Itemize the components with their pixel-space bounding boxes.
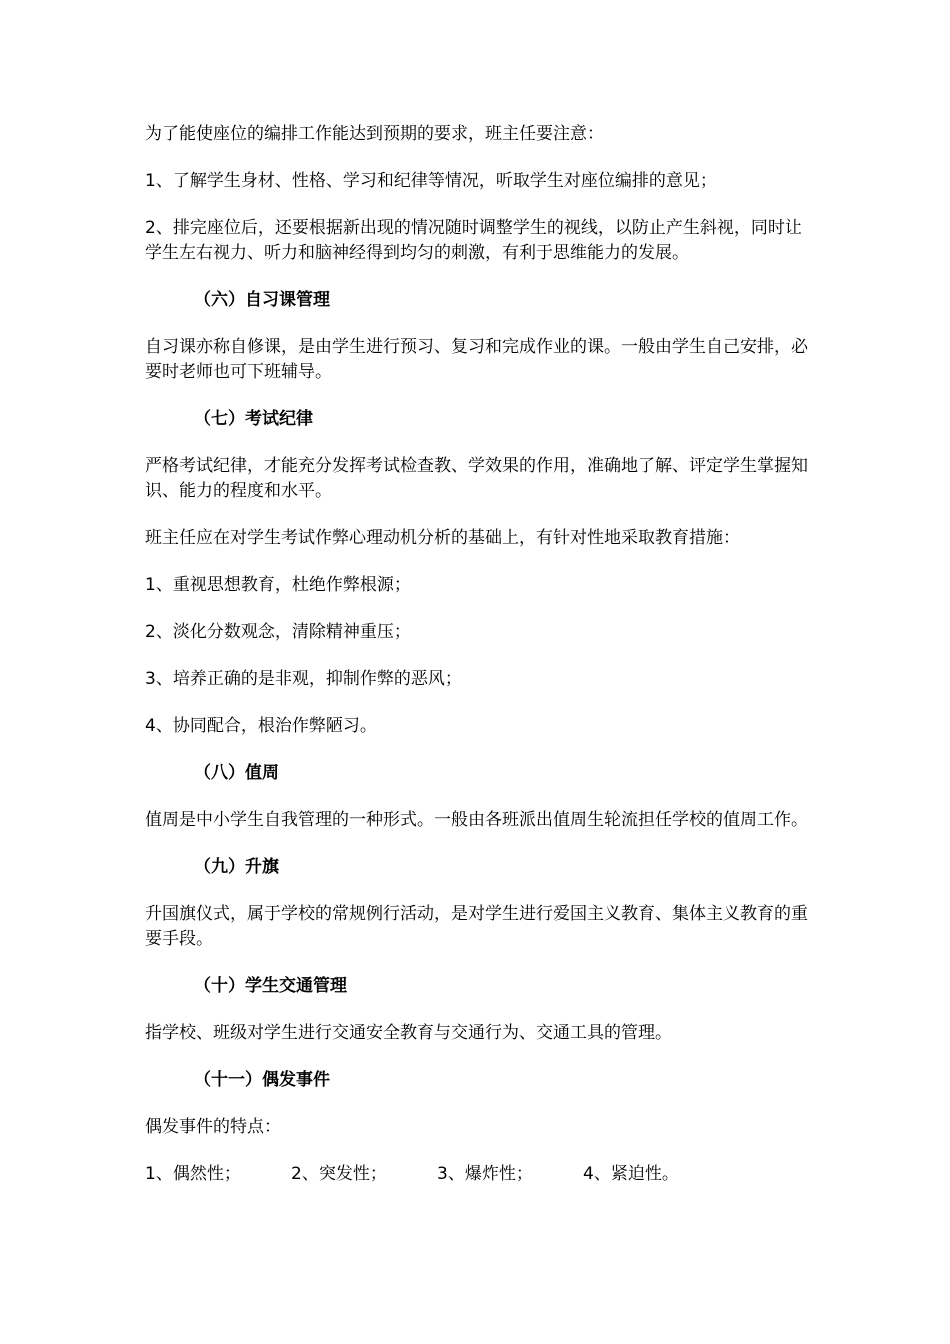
incident-traits-row [145, 1162, 815, 1187]
trait-item: 4、紧迫性。 [583, 1164, 679, 1184]
trait-item: 2、突发性； [291, 1164, 387, 1184]
section-heading-11: （十一）偶发事件 [194, 1070, 330, 1090]
section-heading-8: （八）值周 [194, 763, 279, 783]
trait-item: 3、爆炸性； [437, 1164, 533, 1184]
section-heading-6: （六）自习课管理 [194, 290, 330, 310]
section-paragraph-7b: 班主任应在对学生考试作弊心理动机分析的基础上，有针对性地采取教育措施： [145, 528, 740, 548]
section-heading-7: （七）考试纪律 [194, 409, 313, 429]
section-heading-9: （九）升旗 [194, 857, 279, 877]
section-paragraph-7a: 严格考试纪律，才能充分发挥考试检查教、学效果的作用，准确地了解、评定学生掌握知识、能力的程度和水平。 [145, 456, 808, 501]
trait-item: 1、偶然性； [145, 1164, 241, 1184]
exam-item-3: 3、培养正确的是非观，抑制作弊的恶风； [145, 669, 462, 689]
section-paragraph-8: 值周是中小学生自我管理的一种形式。一般由各班派出值周生轮流担任学校的值周工作。 [145, 810, 808, 830]
intro-paragraph: 为了能使座位的编排工作能达到预期的要求，班主任要注意： [145, 124, 604, 144]
section-paragraph-11: 偶发事件的特点： [145, 1117, 281, 1137]
section-paragraph-10: 指学校、班级对学生进行交通安全教育与交通行为、交通工具的管理。 [145, 1023, 672, 1043]
section-heading-10: （十）学生交通管理 [194, 976, 347, 996]
section-paragraph-6: 自习课亦称自修课，是由学生进行预习、复习和完成作业的课。一般由学生自己安排，必要时老师也可下班辅导。 [145, 337, 808, 382]
document-page [145, 122, 815, 1209]
exam-item-4: 4、协同配合，根治作弊陋习。 [145, 716, 377, 736]
exam-item-2: 2、淡化分数观念，清除精神重压； [145, 622, 411, 642]
seat-item-2: 2、排完座位后，还要根据新出现的情况随时调整学生的视线，以防止产生斜视，同时让学生左右视力、听力和脑神经得到均匀的刺激，有利于思维能力的发展。 [145, 218, 802, 263]
exam-item-1: 1、重视思想教育，杜绝作弊根源； [145, 575, 411, 595]
section-paragraph-9: 升国旗仪式，属于学校的常规例行活动，是对学生进行爱国主义教育、集体主义教育的重要手段。 [145, 904, 808, 949]
seat-item-1: 1、了解学生身材、性格、学习和纪律等情况，听取学生对座位编排的意见； [145, 171, 717, 191]
